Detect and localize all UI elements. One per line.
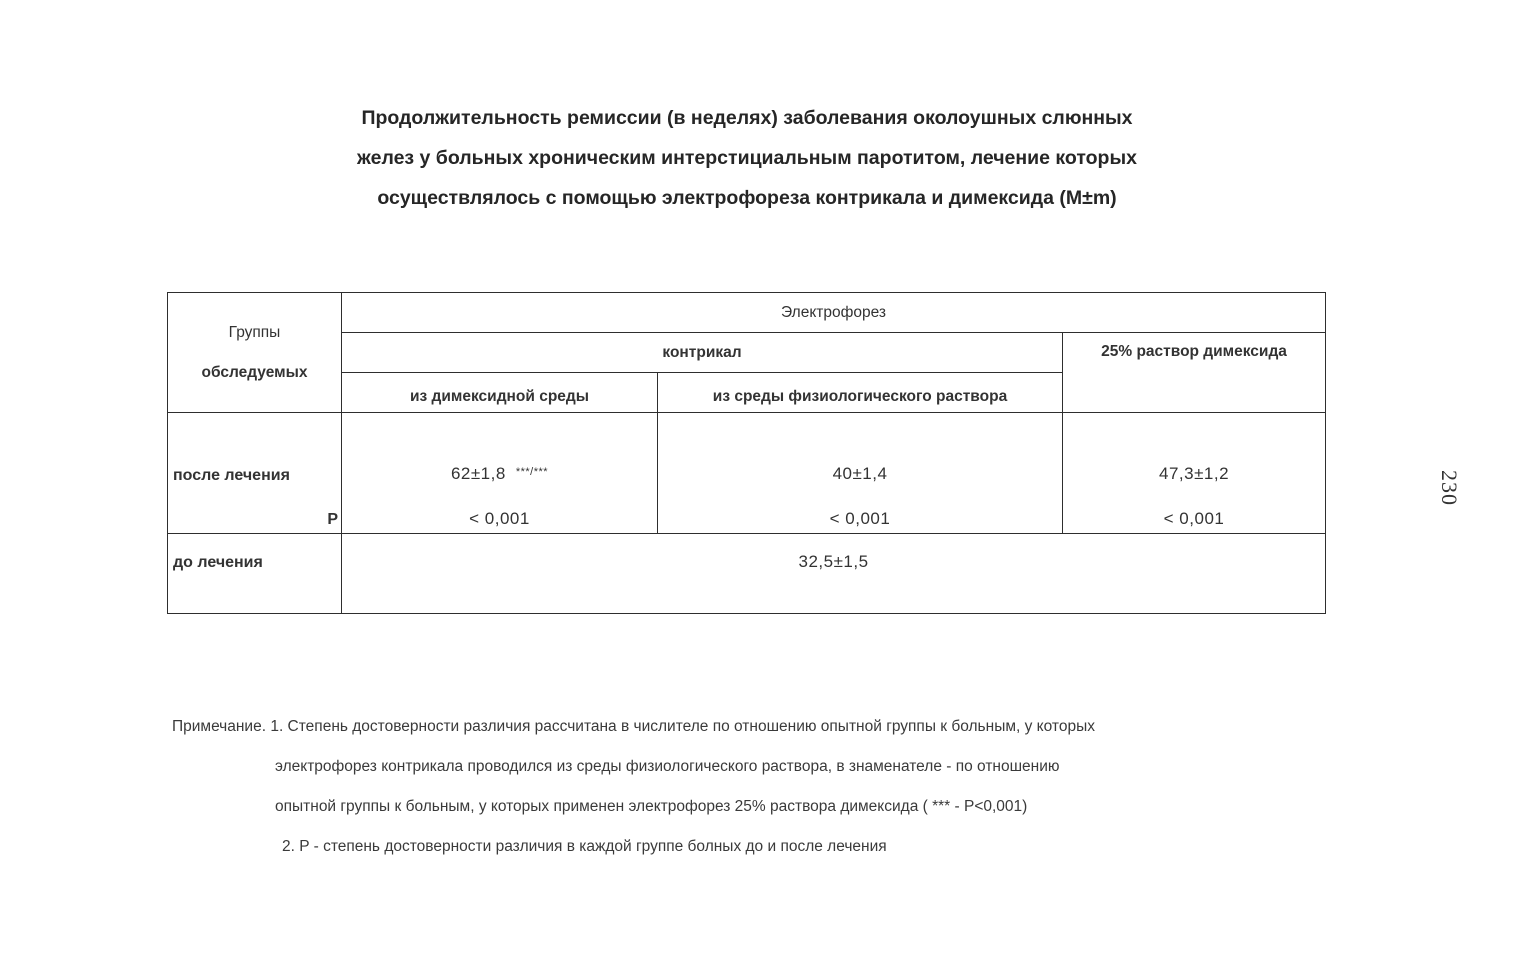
table-note bbox=[172, 707, 1372, 867]
cell-after-dimexide bbox=[1063, 413, 1326, 534]
row-after-label-cell bbox=[168, 413, 342, 534]
col-saline-medium: из среды физиологического раствора bbox=[658, 373, 1063, 413]
col-dimexide-medium: из димексидной среды bbox=[342, 373, 658, 413]
page-number: 230 bbox=[1437, 470, 1462, 506]
groups-header-line2: обследуемых bbox=[201, 364, 308, 381]
value-after-col2: 40±1,4 bbox=[832, 464, 888, 483]
significance-stars: ***/*** bbox=[515, 466, 549, 478]
groups-header-line1: Группы bbox=[228, 324, 281, 341]
cell-after-dimexide-medium bbox=[342, 413, 658, 534]
note-line-4: 2. P - степень достоверности различия в каждой группе болных до и после лечения bbox=[282, 838, 887, 855]
results-table bbox=[167, 292, 1326, 614]
value-after-col3: 47,3±1,2 bbox=[1158, 464, 1230, 483]
row-after-label: после лечения bbox=[173, 467, 290, 484]
p-value-col1: < 0,001 bbox=[469, 509, 530, 528]
title-line-1: Продолжительность ремиссии (в неделях) заболевания околоушных слюнных bbox=[361, 107, 1133, 129]
electrophoresis-header: Электрофорез bbox=[342, 293, 1326, 333]
p-label: P bbox=[327, 511, 338, 528]
page-title bbox=[200, 98, 1294, 218]
groups-header-cell bbox=[168, 293, 342, 413]
row-before-label: до лечения bbox=[168, 534, 342, 614]
value-before: 32,5±1,5 bbox=[342, 534, 1326, 614]
p-value-col3: < 0,001 bbox=[1163, 509, 1225, 528]
value-after-col1-text: 62±1,8 bbox=[450, 464, 506, 483]
title-line-3: осуществлялось с помощью электрофореза контрикала и димексида (M±m) bbox=[377, 187, 1117, 209]
p-value-col2: < 0,001 bbox=[829, 509, 891, 528]
row-after-p-label bbox=[173, 511, 341, 529]
dimexide-header: 25% раствор димексида bbox=[1063, 333, 1326, 413]
note-line-3: опытной группы к больным, у которых применен электрофорез 25% раствора димексида ( *** - P<0,001) bbox=[275, 798, 1028, 815]
note-line-2: электрофорез контрикала проводился из среды физиологического раствора, в знаменателе - по отношению bbox=[275, 758, 1060, 775]
cell-after-saline-medium bbox=[658, 413, 1063, 534]
contrical-header: контрикал bbox=[342, 333, 1063, 373]
title-line-2: желез у больных хроническим интерстициальным паротитом, лечение которых bbox=[357, 147, 1137, 169]
value-after-col1 bbox=[342, 464, 657, 484]
note-line-1: Примечание. 1. Степень достоверности различия рассчитана в числителе по отношению опытной группы к больным, у которых bbox=[172, 718, 1095, 735]
